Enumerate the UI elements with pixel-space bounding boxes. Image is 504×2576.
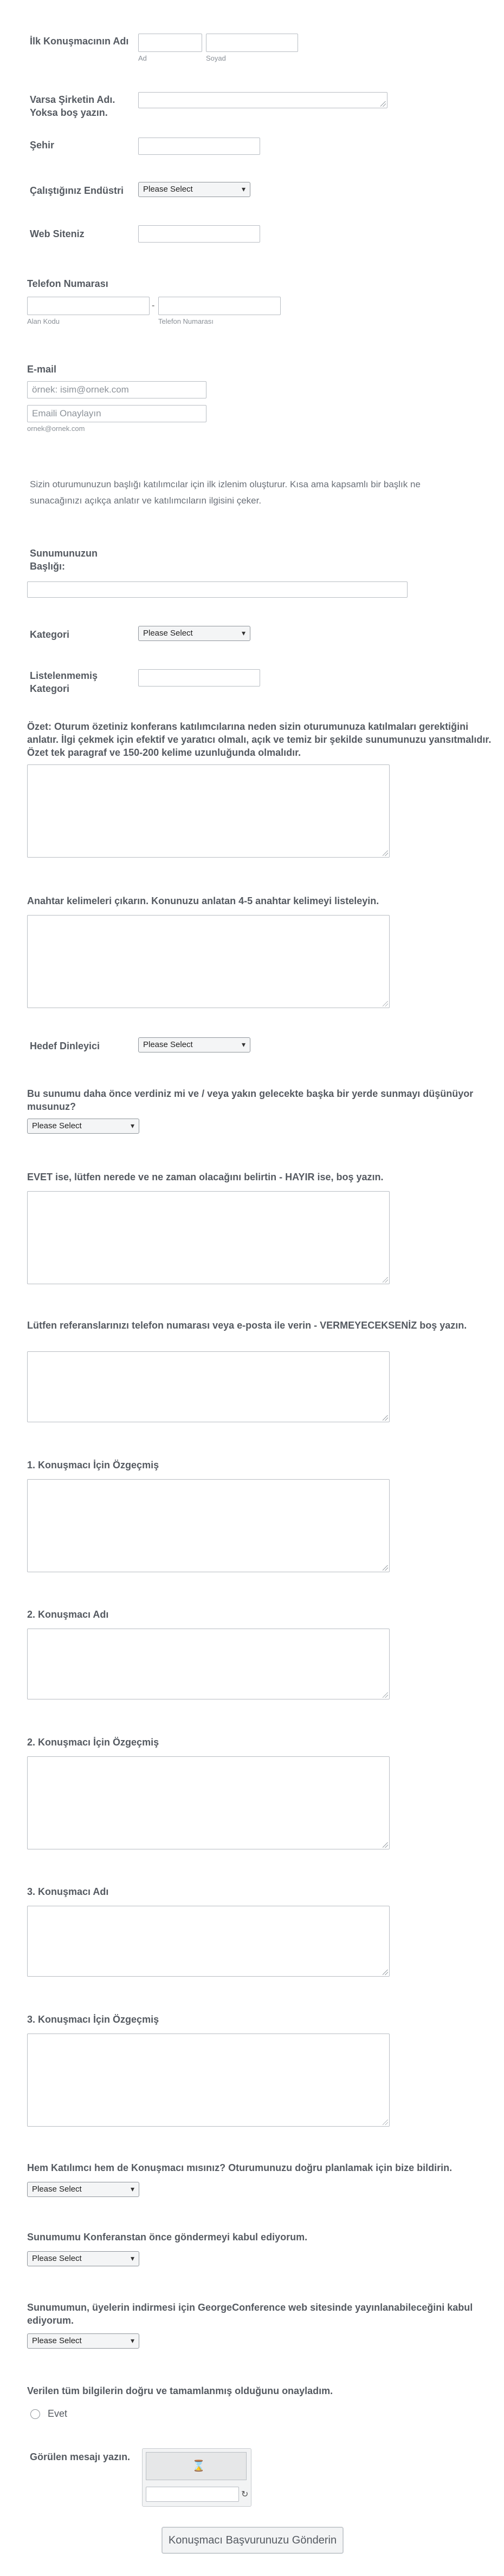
confirm-yes-label: Evet — [48, 2408, 68, 2419]
phone-area-input[interactable] — [27, 297, 150, 315]
company-label: Varsa Şirketin Adı. Yoksa boş yazın. — [30, 94, 115, 118]
send-before-select[interactable] — [27, 2251, 139, 2266]
audience-select[interactable] — [138, 1037, 250, 1052]
attendee-also-selected: Please Select — [32, 2185, 82, 2194]
submit-button[interactable]: Konuşmacı Başvurunuzu Gönderin — [161, 2527, 344, 2554]
spinner-icon: ⌛ — [192, 2460, 205, 2472]
confirm-yes-radio[interactable] — [30, 2409, 40, 2419]
speaker-name-label: İlk Konuşmacının Adı — [30, 36, 129, 47]
resize-grip[interactable] — [383, 1842, 388, 1848]
first-name-input[interactable] — [138, 34, 202, 52]
last-name-input[interactable] — [206, 34, 298, 52]
category-select[interactable] — [138, 626, 250, 641]
phone-separator: - — [152, 301, 155, 310]
last-name-sublabel: Soyad — [206, 54, 226, 62]
bio2-label: 2. Konuşmacı İçin Özgeçmiş — [27, 1737, 159, 1748]
captcha-box — [142, 2448, 251, 2507]
references-textarea[interactable] — [27, 1351, 390, 1422]
bio2-textarea[interactable] — [27, 1756, 390, 1849]
chevron-down-icon: ▾ — [241, 185, 245, 193]
confirm-label: Verilen tüm bilgilerin doğru ve tamamlanmış olduğunu onayladım. — [27, 2385, 333, 2396]
bio1-textarea[interactable] — [27, 1479, 390, 1572]
industry-select[interactable] — [138, 182, 250, 197]
chevron-down-icon: ▾ — [130, 2336, 134, 2345]
where-when-label: EVET ise, lütfen nerede ve ne zaman olacağını belirtin - HAYIR ise, boş yazın. — [27, 1172, 384, 1182]
presentation-title-input[interactable] — [27, 581, 408, 598]
category-selected: Please Select — [143, 629, 193, 638]
publish-consent-selected: Please Select — [32, 2336, 82, 2345]
resize-grip[interactable] — [383, 1415, 388, 1421]
unlisted-category-label: Listelenmemiş Kategori — [30, 670, 98, 694]
city-input[interactable] — [138, 138, 260, 155]
presentation-title-label: Sunumunuzun Başlığı: — [30, 548, 98, 572]
where-when-textarea[interactable] — [27, 1191, 390, 1284]
attendee-also-label: Hem Katılımcı hem de Konuşmacı mısınız? Oturumunuzu doğru planlamak için bize bildirin. — [27, 2162, 453, 2173]
resize-grip[interactable] — [383, 1001, 388, 1006]
phone-area-sublabel: Alan Kodu — [27, 317, 60, 325]
summary-label: Özet: Oturum özetiniz konferans katılımcılarına neden sizin oturumunuza katılmaları gerektiğini anlatır. İlgi çekmek için efektif ve yaratıcı olmalı, açık ve temiz bir şekilde sunumunuzu yansıtmalıdır. Özet tek paragraf ve 150-200 kelime uzunluğunda olmalıdır. — [27, 721, 492, 758]
resize-grip[interactable] — [383, 2120, 388, 2125]
resize-grip[interactable] — [380, 101, 386, 107]
summary-textarea[interactable] — [27, 764, 390, 858]
chevron-down-icon: ▾ — [130, 2254, 134, 2263]
industry-selected: Please Select — [143, 185, 193, 194]
category-label: Kategori — [30, 629, 70, 640]
publish-consent-label: Sunumumun, üyelerin indirmesi için GeorgeConference web sitesinde yayınlanabileceğini kabul ediyorum. — [27, 2302, 473, 2326]
given-before-select[interactable] — [27, 1119, 139, 1134]
chevron-down-icon: ▾ — [130, 1121, 134, 1130]
company-textarea[interactable] — [138, 92, 387, 108]
audience-selected: Please Select — [143, 1040, 193, 1049]
resize-grip[interactable] — [383, 1692, 388, 1698]
given-before-label: Bu sunumu daha önce verdiniz mi ve / veya yakın gelecekte başka bir yerde sunmayı düşünüyor musunuz? — [27, 1088, 474, 1112]
phone-number-input[interactable] — [158, 297, 281, 315]
speaker3-name-textarea[interactable] — [27, 1906, 390, 1977]
website-input[interactable] — [138, 225, 260, 243]
send-before-label: Sunumumu Konferanstan önce göndermeyi kabul ediyorum. — [27, 2232, 308, 2242]
title-intro-text: Sizin oturumunuzun başlığı katılımcılar için ilk izlenim oluşturur. Kısa ama kapsamlı bir başlık ne sunacağınızı açıkça anlatır ve katılımcıların ilgisini çeker. — [30, 479, 421, 506]
attendee-also-select[interactable] — [27, 2182, 139, 2197]
resize-grip[interactable] — [383, 1970, 388, 1975]
captcha-input[interactable] — [146, 2487, 239, 2502]
bio1-label: 1. Konuşmacı İçin Özgeçmiş — [27, 1460, 159, 1470]
publish-consent-select[interactable] — [27, 2333, 139, 2349]
city-label: Şehir — [30, 140, 55, 151]
reload-icon[interactable]: ↻ — [241, 2490, 249, 2499]
send-before-selected: Please Select — [32, 2254, 82, 2263]
resize-grip[interactable] — [383, 1277, 388, 1283]
phone-label: Telefon Numarası — [27, 278, 108, 289]
unlisted-category-input[interactable] — [138, 669, 260, 687]
audience-label: Hedef Dinleyici — [30, 1041, 100, 1051]
captcha-image — [146, 2452, 247, 2480]
email-example: ornek@ornek.com — [27, 424, 85, 433]
references-label: Lütfen referanslarınızı telefon numarası veya e-posta ile verin - VERMEYECEKSENİZ boş yazın. — [27, 1320, 467, 1331]
chevron-down-icon: ▾ — [241, 1040, 245, 1049]
speaker2-name-textarea[interactable] — [27, 1629, 390, 1699]
chevron-down-icon: ▾ — [241, 629, 245, 637]
keywords-textarea[interactable] — [27, 915, 390, 1008]
website-label: Web Siteniz — [30, 228, 85, 239]
bio3-textarea[interactable] — [27, 2034, 390, 2127]
email-label: E-mail — [27, 364, 57, 375]
captcha-label: Görülen mesajı yazın. — [30, 2451, 131, 2462]
email-input[interactable] — [27, 381, 206, 398]
speaker3-name-label: 3. Konuşmacı Adı — [27, 1886, 109, 1897]
resize-grip[interactable] — [383, 851, 388, 856]
given-before-selected: Please Select — [32, 1121, 82, 1130]
industry-label: Çalıştığınız Endüstri — [30, 185, 124, 196]
bio3-label: 3. Konuşmacı İçin Özgeçmiş — [27, 2014, 159, 2025]
email-confirm-input[interactable] — [27, 405, 206, 422]
chevron-down-icon: ▾ — [130, 2185, 134, 2193]
speaker2-name-label: 2. Konuşmacı Adı — [27, 1609, 109, 1620]
first-name-sublabel: Ad — [138, 54, 147, 62]
keywords-label: Anahtar kelimeleri çıkarın. Konunuzu anlatan 4-5 anahtar kelimeyi listeleyin. — [27, 895, 379, 906]
resize-grip[interactable] — [383, 1565, 388, 1571]
phone-number-sublabel: Telefon Numarası — [158, 317, 214, 325]
